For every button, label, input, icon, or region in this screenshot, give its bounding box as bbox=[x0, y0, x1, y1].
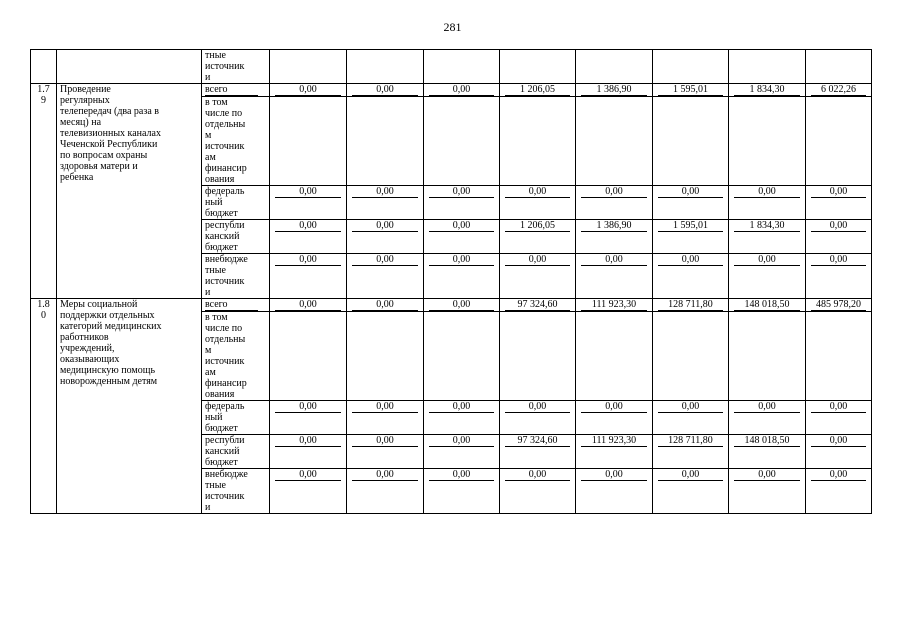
amount-value: 0,00 bbox=[811, 254, 866, 266]
value-cell bbox=[270, 435, 347, 469]
amount-value: 1 386,90 bbox=[581, 220, 647, 232]
funding-source-cell bbox=[202, 186, 270, 220]
value-cell bbox=[576, 50, 653, 84]
value-cell bbox=[576, 435, 653, 469]
value-cell bbox=[347, 254, 424, 299]
amount-value: 0,00 bbox=[658, 254, 723, 266]
value-cell bbox=[270, 186, 347, 220]
funding-source-label: федераль ный бюджет bbox=[205, 401, 245, 434]
value-cell bbox=[653, 97, 729, 186]
amount-value: 0,00 bbox=[429, 469, 494, 481]
value-cell bbox=[806, 435, 872, 469]
funding-source-cell bbox=[202, 220, 270, 254]
value-cell bbox=[729, 220, 806, 254]
value-cell bbox=[576, 186, 653, 220]
amount-value: 0,00 bbox=[275, 401, 341, 413]
amount-value: 0,00 bbox=[429, 220, 494, 232]
amount-value: 1 595,01 bbox=[658, 84, 723, 96]
activity-name-cell bbox=[57, 84, 202, 299]
value-cell bbox=[729, 299, 806, 312]
amount-value: 0,00 bbox=[275, 220, 341, 232]
value-cell bbox=[500, 435, 576, 469]
value-cell bbox=[729, 435, 806, 469]
value-cell bbox=[347, 84, 424, 97]
activity-name-cell bbox=[57, 50, 202, 84]
row-number-cell bbox=[31, 50, 57, 84]
amount-value: 485 978,20 bbox=[811, 299, 866, 311]
amount-value: 128 711,80 bbox=[658, 435, 723, 447]
value-cell bbox=[270, 97, 347, 186]
value-cell bbox=[424, 220, 500, 254]
amount-value: 1 834,30 bbox=[734, 220, 800, 232]
amount-value: 0,00 bbox=[581, 186, 647, 198]
funding-source-cell bbox=[202, 254, 270, 299]
amount-value: 111 923,30 bbox=[581, 299, 647, 311]
activity-name-cell bbox=[57, 299, 202, 514]
value-cell bbox=[653, 312, 729, 401]
amount-value: 97 324,60 bbox=[505, 299, 570, 311]
amount-value: 1 206,05 bbox=[505, 84, 570, 96]
amount-value: 97 324,60 bbox=[505, 435, 570, 447]
funding-source-label: федераль ный бюджет bbox=[205, 186, 245, 219]
amount-value: 1 834,30 bbox=[734, 84, 800, 96]
amount-value: 0,00 bbox=[352, 469, 418, 481]
amount-value: 0,00 bbox=[352, 84, 418, 96]
value-cell bbox=[500, 299, 576, 312]
amount-value: 0,00 bbox=[352, 186, 418, 198]
value-cell bbox=[500, 186, 576, 220]
value-cell bbox=[500, 84, 576, 97]
value-cell bbox=[576, 469, 653, 514]
funding-source-label: в том числе по отдельны м источник ам финансир ования bbox=[205, 312, 247, 400]
amount-value: 0,00 bbox=[429, 84, 494, 96]
value-cell bbox=[806, 469, 872, 514]
amount-value: 0,00 bbox=[658, 401, 723, 413]
amount-value: 1 595,01 bbox=[658, 220, 723, 232]
value-cell bbox=[729, 50, 806, 84]
amount-value: 0,00 bbox=[734, 469, 800, 481]
activity-name: Проведение регулярных телепередач (два раза в месяц) на телевизионных каналах Чеченской Республики по вопросам охраны здоровья матери и ребенка bbox=[60, 84, 161, 183]
funding-source-cell bbox=[202, 97, 270, 186]
funding-source-cell bbox=[202, 312, 270, 401]
value-cell bbox=[347, 220, 424, 254]
amount-value: 0,00 bbox=[811, 401, 866, 413]
amount-value: 0,00 bbox=[505, 401, 570, 413]
amount-value: 0,00 bbox=[275, 186, 341, 198]
amount-value: 0,00 bbox=[658, 186, 723, 198]
amount-value: 6 022,26 bbox=[811, 84, 866, 96]
value-cell bbox=[806, 84, 872, 97]
value-cell bbox=[424, 469, 500, 514]
funding-source-label: всего bbox=[205, 299, 258, 311]
funding-source-label: внебюдже тные источник и bbox=[205, 469, 248, 513]
value-cell bbox=[576, 312, 653, 401]
value-cell bbox=[806, 50, 872, 84]
value-cell bbox=[576, 299, 653, 312]
value-cell bbox=[729, 401, 806, 435]
value-cell bbox=[806, 220, 872, 254]
amount-value: 0,00 bbox=[429, 254, 494, 266]
value-cell bbox=[270, 401, 347, 435]
amount-value: 0,00 bbox=[275, 84, 341, 96]
amount-value: 0,00 bbox=[429, 401, 494, 413]
value-cell bbox=[424, 401, 500, 435]
amount-value: 0,00 bbox=[275, 435, 341, 447]
value-cell bbox=[424, 50, 500, 84]
value-cell bbox=[424, 435, 500, 469]
amount-value: 148 018,50 bbox=[734, 299, 800, 311]
amount-value: 148 018,50 bbox=[734, 435, 800, 447]
value-cell bbox=[653, 469, 729, 514]
value-cell bbox=[270, 220, 347, 254]
budget-table-body bbox=[31, 50, 872, 514]
row-number-cell: 1.7 9 bbox=[31, 84, 57, 299]
value-cell bbox=[424, 312, 500, 401]
amount-value: 0,00 bbox=[581, 254, 647, 266]
amount-value: 0,00 bbox=[275, 299, 341, 311]
table-row bbox=[31, 84, 872, 97]
value-cell bbox=[729, 254, 806, 299]
amount-value: 0,00 bbox=[429, 186, 494, 198]
value-cell bbox=[500, 50, 576, 84]
value-cell bbox=[806, 254, 872, 299]
amount-value: 0,00 bbox=[505, 254, 570, 266]
value-cell bbox=[500, 220, 576, 254]
value-cell bbox=[270, 254, 347, 299]
table-row-continuation bbox=[31, 50, 872, 84]
amount-value: 0,00 bbox=[734, 401, 800, 413]
row-number-cell: 1.8 0 bbox=[31, 299, 57, 514]
value-cell bbox=[576, 254, 653, 299]
amount-value: 111 923,30 bbox=[581, 435, 647, 447]
amount-value: 0,00 bbox=[352, 254, 418, 266]
value-cell bbox=[729, 84, 806, 97]
amount-value: 0,00 bbox=[352, 401, 418, 413]
value-cell bbox=[270, 312, 347, 401]
value-cell bbox=[424, 186, 500, 220]
value-cell bbox=[729, 97, 806, 186]
value-cell bbox=[347, 435, 424, 469]
value-cell bbox=[500, 312, 576, 401]
value-cell bbox=[653, 401, 729, 435]
amount-value: 0,00 bbox=[734, 186, 800, 198]
value-cell bbox=[424, 97, 500, 186]
amount-value: 0,00 bbox=[811, 220, 866, 232]
funding-source-label: внебюдже тные источник и bbox=[205, 254, 248, 298]
value-cell bbox=[806, 97, 872, 186]
funding-source-label: в том числе по отдельны м источник ам финансир ования bbox=[205, 97, 247, 185]
value-cell bbox=[806, 312, 872, 401]
value-cell bbox=[347, 469, 424, 514]
funding-source-cell bbox=[202, 401, 270, 435]
funding-source-label: тные источник и bbox=[205, 50, 245, 83]
amount-value: 0,00 bbox=[505, 469, 570, 481]
funding-source-label: всего bbox=[205, 84, 258, 96]
amount-value: 1 206,05 bbox=[505, 220, 570, 232]
value-cell bbox=[729, 469, 806, 514]
funding-source-cell bbox=[202, 50, 270, 84]
value-cell bbox=[653, 299, 729, 312]
value-cell bbox=[653, 84, 729, 97]
amount-value: 0,00 bbox=[275, 469, 341, 481]
amount-value: 0,00 bbox=[352, 220, 418, 232]
value-cell bbox=[653, 254, 729, 299]
amount-value: 0,00 bbox=[581, 401, 647, 413]
budget-table bbox=[30, 49, 872, 514]
value-cell bbox=[347, 186, 424, 220]
value-cell bbox=[500, 97, 576, 186]
value-cell bbox=[270, 84, 347, 97]
funding-source-label: республи канский бюджет bbox=[205, 220, 245, 253]
value-cell bbox=[806, 401, 872, 435]
value-cell bbox=[653, 435, 729, 469]
amount-value: 0,00 bbox=[352, 299, 418, 311]
value-cell bbox=[500, 469, 576, 514]
funding-source-label: республи канский бюджет bbox=[205, 435, 245, 468]
value-cell bbox=[270, 50, 347, 84]
amount-value: 0,00 bbox=[734, 254, 800, 266]
value-cell bbox=[576, 97, 653, 186]
funding-source-cell bbox=[202, 84, 270, 97]
value-cell bbox=[347, 312, 424, 401]
value-cell bbox=[500, 254, 576, 299]
amount-value: 0,00 bbox=[352, 435, 418, 447]
amount-value: 1 386,90 bbox=[581, 84, 647, 96]
value-cell bbox=[500, 401, 576, 435]
value-cell bbox=[424, 254, 500, 299]
value-cell bbox=[806, 186, 872, 220]
value-cell bbox=[729, 312, 806, 401]
value-cell bbox=[576, 220, 653, 254]
amount-value: 0,00 bbox=[811, 186, 866, 198]
value-cell bbox=[347, 50, 424, 84]
amount-value: 0,00 bbox=[275, 254, 341, 266]
value-cell bbox=[576, 84, 653, 97]
amount-value: 0,00 bbox=[811, 435, 866, 447]
value-cell bbox=[270, 299, 347, 312]
amount-value: 0,00 bbox=[658, 469, 723, 481]
amount-value: 128 711,80 bbox=[658, 299, 723, 311]
funding-source-cell bbox=[202, 435, 270, 469]
funding-source-cell bbox=[202, 469, 270, 514]
value-cell bbox=[653, 50, 729, 84]
value-cell bbox=[270, 469, 347, 514]
amount-value: 0,00 bbox=[811, 469, 866, 481]
table-row bbox=[31, 299, 872, 312]
value-cell bbox=[347, 401, 424, 435]
amount-value: 0,00 bbox=[429, 299, 494, 311]
activity-name: Меры социальной поддержки отдельных категорий медицинских работников учреждений, оказывающих медицинскую помощь новорожденным детям bbox=[60, 299, 162, 387]
value-cell bbox=[653, 186, 729, 220]
value-cell bbox=[576, 401, 653, 435]
amount-value: 0,00 bbox=[505, 186, 570, 198]
value-cell bbox=[347, 97, 424, 186]
amount-value: 0,00 bbox=[581, 469, 647, 481]
funding-source-cell bbox=[202, 299, 270, 312]
value-cell bbox=[424, 84, 500, 97]
page-number: 281 bbox=[443, 20, 462, 34]
value-cell bbox=[806, 299, 872, 312]
amount-value: 0,00 bbox=[429, 435, 494, 447]
value-cell bbox=[653, 220, 729, 254]
value-cell bbox=[729, 186, 806, 220]
value-cell bbox=[424, 299, 500, 312]
value-cell bbox=[347, 299, 424, 312]
